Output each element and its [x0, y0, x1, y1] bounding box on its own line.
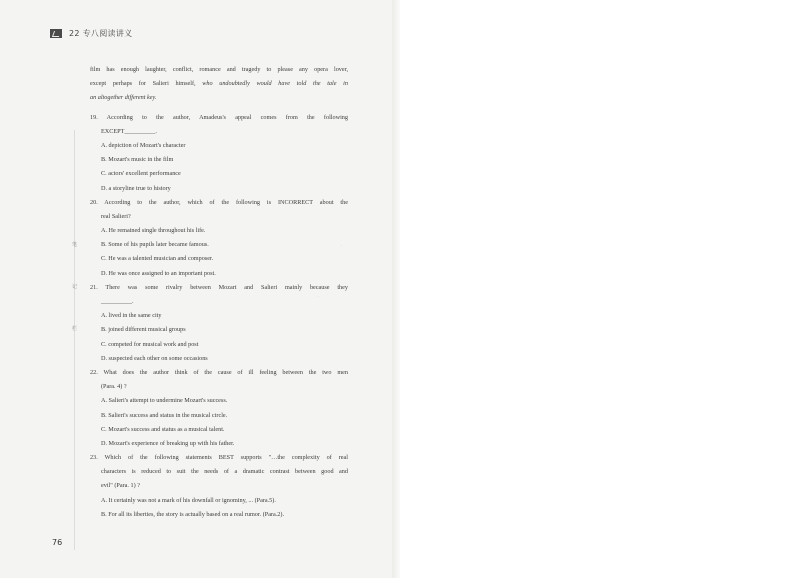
chapter-icon	[50, 29, 62, 38]
margin-mark-notes-2: 记	[72, 284, 78, 290]
answer-option[interactable]: B. Salieri's success and status in the musical circle.	[101, 411, 228, 419]
question-22	[90, 366, 348, 451]
answer-option[interactable]: B. joined different musical groups	[101, 326, 186, 334]
scan-speck: ·	[318, 294, 320, 299]
answer-option[interactable]: D. He was once assigned to an important post.	[101, 269, 216, 277]
intro-line-1: film has enough laughter, conflict, romance and tragedy to please any opera lover,	[90, 66, 348, 73]
answer-option[interactable]: C. actors' excellent performance	[101, 170, 181, 178]
question-stem: 22. What does the author think of the cause of ill feeling between the two men	[90, 368, 348, 376]
intro-line-2: except perhaps for Salieri himself, who undoubtedly would have told the tale in	[90, 80, 348, 88]
answer-option[interactable]: A. lived in the same city	[101, 312, 162, 320]
page-number: 76	[52, 538, 63, 547]
answer-option[interactable]: C. competed for musical work and post	[101, 340, 199, 348]
question-stem: 20. According to the author, which of the following is INCORRECT about the	[90, 198, 348, 206]
question-stem: EXCEPT__________.	[101, 127, 157, 135]
answer-option[interactable]: B. Some of his pupils later became famous.	[101, 241, 209, 249]
question-stem: 19. According to the author, Amadeus's appeal comes from the following	[90, 113, 348, 121]
header-title: 22 专八阅读讲义	[69, 28, 133, 38]
question-23	[90, 451, 348, 522]
question-stem: (Para. 4) ?	[101, 383, 127, 391]
question-19	[90, 111, 348, 196]
question-stem: 23. Which of the following statements BEST supports "…the complexity of real	[90, 454, 348, 462]
answer-option[interactable]: C. Mozart's success and status as a musical talent.	[101, 425, 225, 433]
question-stem: 21. There was some rivalry between Mozart and Salieri mainly because they	[90, 283, 348, 291]
margin-mark-notes-3: 栏	[72, 326, 78, 332]
question-stem: __________.	[101, 298, 134, 305]
answer-option[interactable]: A. It certainly was not a mark of his downfall or ignominy, ... (Para.5).	[101, 496, 276, 504]
answer-option[interactable]: B. Mozart's music in the film	[101, 156, 174, 164]
question-stem: real Salieri?	[101, 212, 131, 220]
question-21	[90, 281, 348, 366]
running-header	[50, 26, 132, 40]
question-20	[90, 196, 348, 281]
answer-option[interactable]: A. He remained single throughout his life.	[101, 227, 206, 235]
answer-option[interactable]: C. He was a talented musician and composer.	[101, 255, 214, 263]
margin-mark-notes-1: 笔	[72, 242, 78, 248]
answer-option[interactable]: B. For all its liberties, the story is actually based on a real rumor. (Para.2).	[101, 510, 285, 518]
page-gutter-shadow	[392, 0, 400, 578]
answer-option[interactable]: A. depiction of Mozart's character	[101, 141, 186, 149]
question-stem: evil" (Para. 1) ?	[101, 482, 140, 490]
margin-rule	[72, 130, 78, 550]
answer-option[interactable]: A. Salieri's attempt to undermine Mozart's success.	[101, 397, 228, 405]
answer-option[interactable]: D. Mozart's experience of breaking up with his father.	[101, 439, 235, 447]
reading-content	[90, 63, 348, 522]
question-stem: characters is reduced to suit the needs of a dramatic contrast between good and	[101, 468, 348, 476]
answer-option[interactable]: D. a storyline true to history	[101, 184, 171, 192]
answer-option[interactable]: D. suspected each other on some occasions	[101, 354, 208, 362]
scan-speck: ·	[341, 243, 343, 248]
intro-line-3: an altogether different key.	[90, 94, 157, 102]
